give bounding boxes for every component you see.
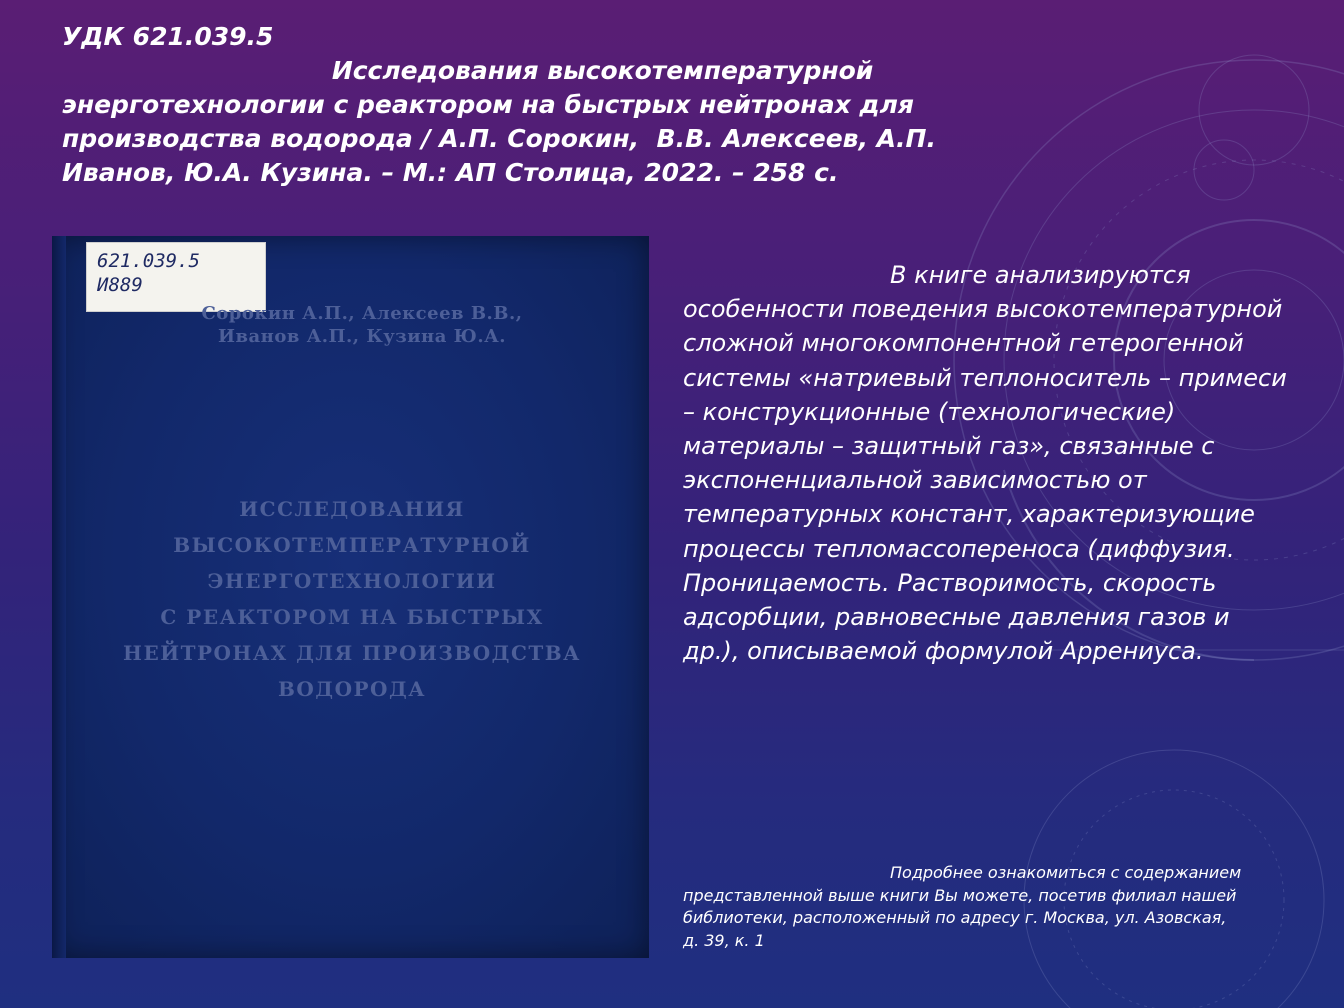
description-line: температурных констант, характеризующие — [683, 500, 1255, 529]
description-line: др.), описываемой формулой Аррениуса. — [683, 637, 1204, 666]
sticker-line: И889 — [97, 274, 143, 296]
cover-title-line: ЭНЕРГОТЕХНОЛОГИИ — [207, 569, 497, 593]
description-line: процессы тепломассопереноса (диффузия. — [683, 534, 1235, 563]
cover-authors — [182, 302, 542, 348]
description-line: В книге анализируются — [890, 261, 1191, 289]
udk-code: УДК 621.039.5 — [62, 22, 274, 51]
description-line: системы «натриевый теплоноситель – примеси — [683, 363, 1287, 392]
book-cover-image — [52, 236, 649, 958]
cover-authors-line: Сорокин А.П., Алексеев В.В., — [201, 303, 523, 324]
description-line: – конструкционные (технологические) — [683, 397, 1176, 426]
cover-title-line: ВОДОРОДА — [277, 677, 427, 701]
book-spine — [52, 236, 66, 958]
footer-line: Подробнее ознакомиться с содержанием — [890, 863, 1242, 882]
book-citation-header — [62, 20, 1002, 190]
description-line: сложной многокомпонентной гетерогенной — [683, 329, 1244, 358]
cover-title-line: НЕЙТРОНАХ ДЛЯ ПРОИЗВОДСТВА — [123, 641, 581, 665]
description-line: особенности поведения высокотемпературной — [683, 295, 1283, 324]
cover-title — [122, 491, 582, 707]
cover-title-line: ИССЛЕДОВАНИЯ — [239, 497, 465, 521]
cover-title-line: С РЕАКТОРОМ НА БЫСТРЫХ — [160, 605, 544, 629]
library-visit-note — [683, 862, 1323, 952]
footer-line: д. 39, к. 1 — [683, 930, 765, 950]
description-line: материалы – защитный газ», связанные с — [683, 432, 1215, 461]
footer-line: представленной выше книги Вы можете, посетив филиал нашей — [683, 885, 1237, 905]
description-line: адсорбции, равновесные давления газов и — [683, 603, 1230, 632]
footer-line: библиотеки, расположенный по адресу г. Москва, ул. Азовская, — [683, 908, 1227, 927]
description-line: экспоненциальной зависимостью от — [683, 466, 1147, 495]
sticker-line: 621.039.5 — [97, 250, 200, 272]
description-line: Проницаемость. Растворимость, скорость — [683, 568, 1217, 597]
book-description — [683, 258, 1343, 668]
book-citation: Исследования высокотемпературной энерготехнологии с реактором на быстрых нейтронах для производства водорода / А.П. Сорокин, В.В. Алексеев, А.П. Иванов, Ю.А. Кузина. – М.: АП Столица, 2022. – 258 с. — [62, 56, 945, 187]
cover-authors-line: Иванов А.П., Кузина Ю.А. — [217, 326, 507, 347]
cover-title-line: ВЫСОКОТЕМПЕРАТУРНОЙ — [173, 533, 531, 557]
